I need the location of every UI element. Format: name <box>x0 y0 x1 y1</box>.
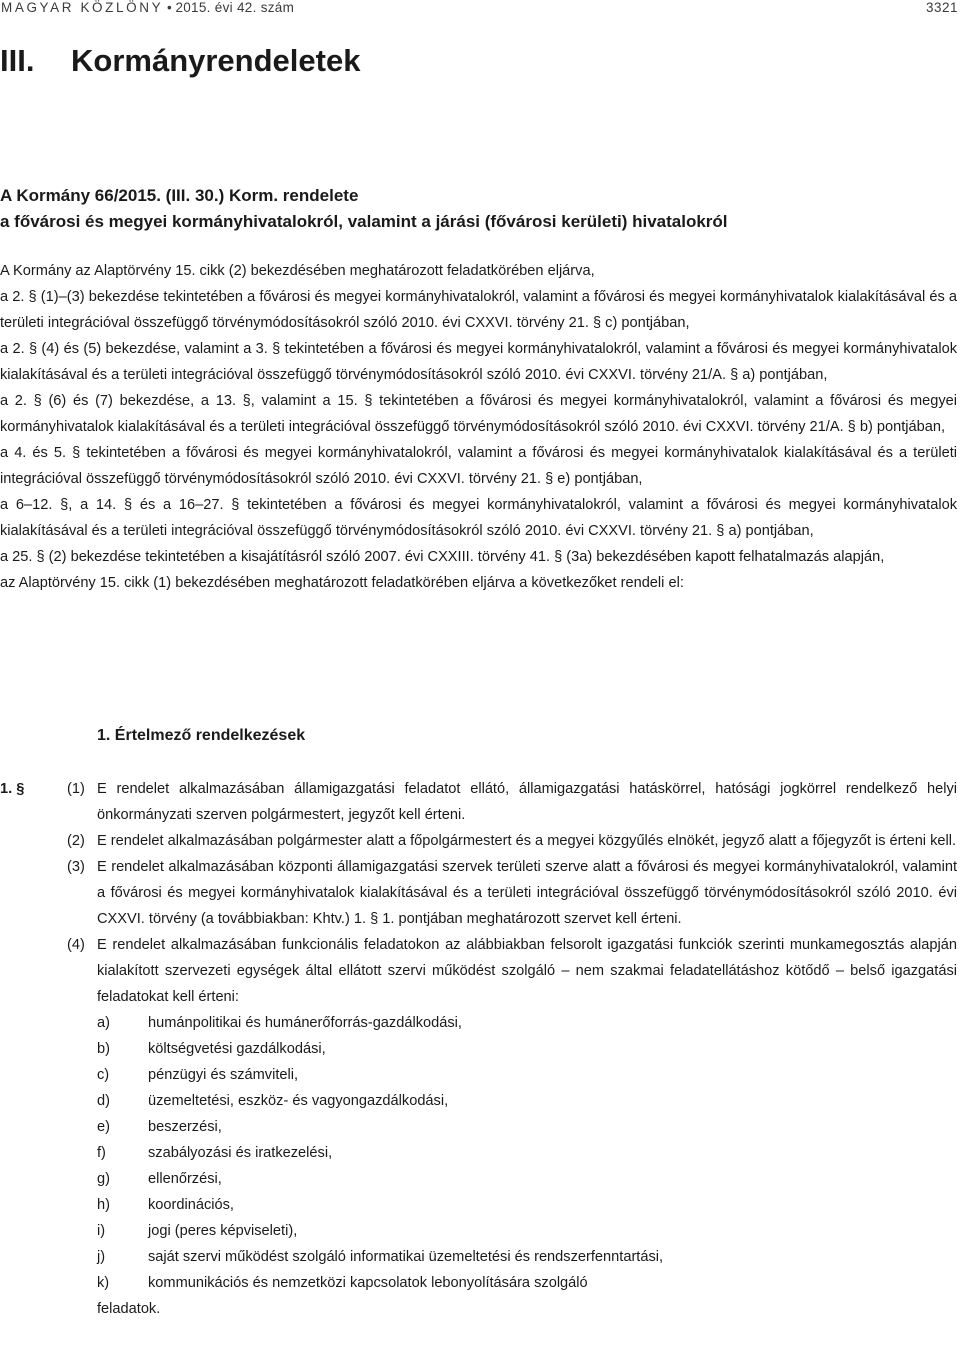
decree-title <box>0 183 960 235</box>
issue-label: 2015. évi 42. szám <box>175 0 295 15</box>
section-number: 1. § <box>0 781 25 797</box>
paragraph-1 <box>0 776 957 828</box>
point-list <box>97 1010 957 1296</box>
point-label: c) <box>97 1067 110 1083</box>
paragraph-text: E rendelet alkalmazásában funkcionális feladatokon az alábbiakban felsorolt igazgatási funkciók szerinti munkamegosztás alapján kialakított szervezeti egységek által ellátott szervi működést szolgáló – nem szakmai feladatellátáshoz kötődő – belső igazgatási feladatokat kell érteni: <box>97 937 957 1005</box>
point-text: ellenőrzési, <box>148 1171 222 1187</box>
point-label: i) <box>97 1223 106 1239</box>
point-label: g) <box>97 1171 110 1187</box>
paragraph-text: E rendelet alkalmazásában központi államigazgatási szervek területi szerve alatt a fővárosi és megyei kormányhivatalokról, valamint a fővárosi és megyei kormányhivatalok kialakításával és a területi integrációval összefüggő törvénymódosításokról szóló 2010. évi CXXVI. törvény (a továbbiakban: Khtv.) 1. § 1. pontjában meghatározott szervet kell érteni. <box>97 859 957 927</box>
section-title-number: III. <box>0 43 35 78</box>
paragraph-3 <box>0 854 957 932</box>
point-label: k) <box>97 1275 110 1291</box>
point-text: üzemeltetési, eszköz- és vagyongazdálkodási, <box>148 1093 449 1109</box>
list-item <box>97 1218 957 1244</box>
paragraph-4 <box>0 932 957 1322</box>
point-label: a) <box>97 1015 110 1031</box>
point-text: jogi (peres képviseleti), <box>148 1223 298 1239</box>
preamble-paragraph: a 6–12. §, a 14. § és a 16–27. § tekintetében a fővárosi és megyei kormányhivatalokról, valamint a fővárosi és megyei kormányhivatalok kialakításával és a területi integrációval összefüggő törvénymódosításokról szóló 2010. évi CXXVI. törvény 21. § a) pontjában, <box>0 497 957 539</box>
section-1 <box>0 776 957 1322</box>
point-text: kommunikációs és nemzetközi kapcsolatok lebonyolítására szolgáló <box>148 1275 588 1291</box>
list-item <box>97 1140 957 1166</box>
list-item <box>97 1166 957 1192</box>
preamble <box>0 258 957 596</box>
point-label: j) <box>97 1249 106 1265</box>
preamble-paragraph: az Alaptörvény 15. cikk (1) bekezdésében meghatározott feladatkörében eljárva a következőket rendeli el: <box>0 575 684 591</box>
list-item <box>97 1036 957 1062</box>
journal-issue <box>1 0 294 16</box>
paragraph-number: (1) <box>67 781 85 797</box>
preamble-paragraph: A Kormány az Alaptörvény 15. cikk (2) bekezdésében meghatározott feladatkörében eljárva, <box>0 263 595 279</box>
preamble-paragraph: a 2. § (1)–(3) bekezdése tekintetében a fővárosi és megyei kormányhivatalokról, valamint a fővárosi és megyei kormányhivatalok kialakításával és a területi integrációval összefüggő törvénymódosításokról szóló 2010. évi CXXVI. törvény 21. § c) pontjában, <box>0 289 957 331</box>
point-text: humánpolitikai és humánerőforrás-gazdálkodási, <box>148 1015 462 1031</box>
point-label: e) <box>97 1119 110 1135</box>
paragraph-2 <box>0 828 957 854</box>
point-label: b) <box>97 1041 110 1057</box>
page-number: 3321 <box>925 0 958 15</box>
section-title <box>0 42 360 80</box>
list-item <box>97 1114 957 1140</box>
preamble-paragraph: a 4. és 5. § tekintetében a fővárosi és megyei kormányhivatalokról, valamint a fővárosi és megyei kormányhivatalok kialakításával és a területi integrációval összefüggő törvénymódosításokról szóló 2010. évi CXXVI. törvény 21. § e) pontjában, <box>0 445 957 487</box>
list-item <box>97 1062 957 1088</box>
journal-name: MAGYAR KÖZLÖNY <box>1 0 164 15</box>
decree-title-line1: A Kormány 66/2015. (III. 30.) Korm. rendelete <box>0 186 359 205</box>
list-item <box>97 1192 957 1218</box>
closing-text: feladatok. <box>97 1301 161 1317</box>
paragraph-number: (4) <box>67 937 85 953</box>
list-item <box>97 1088 957 1114</box>
point-text: koordinációs, <box>148 1197 234 1213</box>
point-text: pénzügyi és számviteli, <box>148 1067 299 1083</box>
paragraph-number: (2) <box>67 833 85 849</box>
preamble-paragraph: a 2. § (6) és (7) bekezdése, a 13. §, valamint a 15. § tekintetében a fővárosi és megyei kormányhivatalokról, valamint a fővárosi és megyei kormányhivatalok kialakításával és a területi integrációval összefüggő törvénymódosításokról szóló 2010. évi CXXVI. törvény 21/A. § b) pontjában, <box>0 393 957 435</box>
point-text: költségvetési gazdálkodási, <box>148 1041 326 1057</box>
paragraph-text: E rendelet alkalmazásában államigazgatási feladatot ellátó, államigazgatási hatáskörrel, hatósági jogkörrel rendelkező helyi önkormányzati szerven polgármestert, jegyzőt kell érteni. <box>97 781 957 823</box>
preamble-paragraph: a 2. § (4) és (5) bekezdése, valamint a 3. § tekintetében a fővárosi és megyei kormányhivatalokról, valamint a fővárosi és megyei kormányhivatalok kialakításával és a területi integrációval összefüggő törvénymódosításokról szóló 2010. évi CXXVI. törvény 21/A. § a) pontjában, <box>0 341 957 383</box>
paragraph-number: (3) <box>67 859 85 875</box>
separator-bullet: • <box>166 0 172 15</box>
decree-title-line2: a fővárosi és megyei kormányhivatalokról, valamint a járási (fővárosi kerületi) hivatalokról <box>0 212 728 231</box>
paragraph-text: E rendelet alkalmazásában polgármester alatt a főpolgármestert és a megyei közgyűlés elnökét, jegyző alatt a főjegyzőt is érteni kell. <box>97 833 957 849</box>
point-text: beszerzési, <box>148 1119 222 1135</box>
point-label: h) <box>97 1197 110 1213</box>
chapter-heading: 1. Értelmező rendelkezések <box>97 727 306 744</box>
point-text: saját szervi működést szolgáló informatikai üzemeltetési és rendszerfenntartási, <box>148 1249 664 1265</box>
running-head <box>1 0 958 18</box>
list-item <box>97 1244 957 1270</box>
point-label: d) <box>97 1093 110 1109</box>
list-item <box>97 1010 957 1036</box>
list-item <box>97 1270 957 1296</box>
preamble-paragraph: a 25. § (2) bekezdése tekintetében a kisajátításról szóló 2007. évi CXXIII. törvény 41. § (3a) bekezdésében kapott felhatalmazás alapján, <box>0 549 885 565</box>
point-label: f) <box>97 1145 106 1161</box>
section-title-text: Kormányrendeletek <box>71 43 361 78</box>
point-text: szabályozási és iratkezelési, <box>148 1145 333 1161</box>
